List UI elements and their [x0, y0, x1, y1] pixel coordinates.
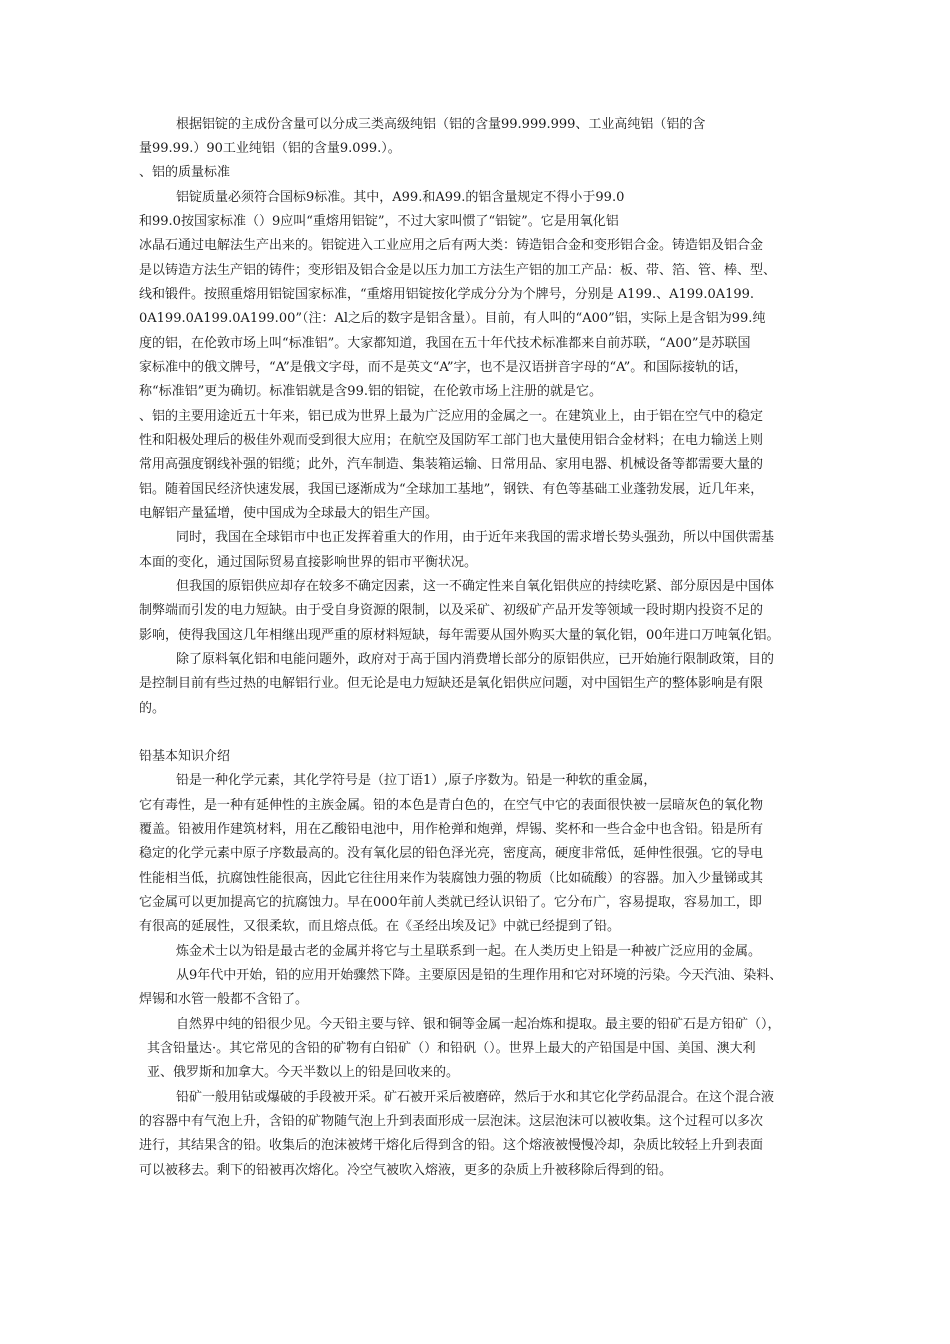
text-line: 性和阳极处理后的极佳外观而受到很大应用；在航空及国防军工部门也大量使用铝合金材料；在电力输送上则 — [139, 433, 764, 448]
text-line: 常用高强度钢线补强的铝缆；此外，汽车制造、集装箱运输、日常用品、家用电器、机械设备等都需要大量的 — [139, 457, 764, 472]
text-line: 铅是一种化学元素，其化学符号是（拉丁语1）,原子序数为。铅是一种软的重金属， — [176, 773, 657, 788]
text-line: 度的铝，在伦敦市场上叫“标准铝”。大家都知道，我国在五十年代技术标准都来自前苏联，“A00”是苏联国 — [139, 336, 751, 351]
text-line: 是控制目前有些过热的电解铝行业。但无论是电力短缺还是氧化铝供应问题，对中国铝生产的整体影响是有限 — [139, 676, 764, 691]
text-line: 同时，我国在全球铝市中也正发挥着重大的作用，由于近年来我国的需求增长势头强劲，所以中国供需基 — [176, 530, 775, 545]
text-line: 它金属可以更加提高它的抗腐蚀力。早在000年前人类就已经认识铅了。它分布广，容易提取，容易加工，即 — [139, 895, 762, 910]
text-line: 进行，其结果含的铅。收集后的泡沫被烤干熔化后得到含的铅。这个熔液被慢慢冷却，杂质比较轻上升到表面 — [139, 1138, 764, 1153]
text-line: 称“标准铝”更为确切。标准铝就是含99.铝的铝锭，在伦敦市场上注册的就是它。 — [139, 384, 602, 399]
text-line: 覆盖。铅被用作建筑材料，用在乙酸铅电池中，用作枪弹和炮弹，焊锡、奖杯和一些合金中也含铅。铅是所有 — [139, 822, 764, 837]
text-line: 电解铝产量猛增，使中国成为全球最大的铝生产国。 — [139, 506, 439, 521]
text-line: 是以铸造方法生产铝的铸件；变形铝及铝合金是以压力加工方法生产铝的加工产品：板、带、箔、管、棒、型、 — [139, 263, 777, 278]
text-line: 性能相当低，抗腐蚀性能很高，因此它往往用来作为装腐蚀力强的物质（比如硫酸）的容器。加入少量锑或其 — [139, 871, 764, 886]
text-line: 焊锡和水管一般都不含铅了。 — [139, 992, 309, 1007]
text-line: 、铝的主要用途近五十年来，铝已成为世界上最为广泛应用的金属之一。在建筑业上，由于铝在空气中的稳定 — [139, 409, 764, 424]
text-line: 铅基本知识介绍 — [139, 749, 231, 764]
text-line: 但我国的原铝供应却存在较多不确定因素，这一不确定性来自氧化铝供应的持续吃紧、部分原因是中国体 — [176, 579, 775, 594]
text-line: 自然界中纯的铅很少见。今天铅主要与锌、银和铜等金属一起冶炼和提取。最主要的铅矿石是方铅矿（）， — [176, 1017, 781, 1032]
text-line: 亚、俄罗斯和加拿大。今天半数以上的铅是回收来的。 — [147, 1065, 460, 1080]
text-line: 炼金术士以为铅是最古老的金属并将它与土星联系到一起。在人类历史上铅是一种被广泛应用的金属。 — [176, 944, 762, 959]
text-line: 影响，使得我国这几年相继出现严重的原材料短缺，每年需要从国外购买大量的氧化铝，00年进口万吨氧化铝。 — [139, 628, 780, 643]
text-line: 线和锻件。按照重熔用铝锭国家标准，“重熔用铝锭按化学成分分为个牌号，分别是 A199.、A199.0A199. — [139, 287, 755, 302]
text-line: 量99.99.）90工业纯铝（铝的含量9.099.）。 — [139, 141, 401, 156]
text-line: 的。 — [139, 701, 166, 716]
text-line: 家标准中的俄文牌号，“A”是俄文字母，而不是英文“A”字，也不是汉语拼音字母的“A”。和国际接轨的话， — [139, 360, 748, 375]
text-line: 本面的变化，通过国际贸易直接影响世界的铝市平衡状况。 — [139, 555, 478, 570]
text-line: 0A199.0A199.0A199.00”（注：Al之后的数字是铝含量）。目前，有人叫的“A00”铝，实际上是含铝为99.纯 — [139, 311, 766, 326]
text-line: 稳定的化学元素中原子序数最高的。没有氧化层的铅色泽光亮，密度高，硬度非常低，延伸性很强。它的导电 — [139, 846, 764, 861]
text-line: 、铝的质量标准 — [139, 165, 231, 180]
text-line: 制弊端而引发的电力短缺。由于受自身资源的限制，以及采矿、初级矿产品开发等领域一段时期内投资不足的 — [139, 603, 764, 618]
text-line: 除了原料氧化铝和电能问题外，政府对于高于国内消费增长部分的原铝供应，已开始施行限制政策，目的 — [176, 652, 775, 667]
text-line: 根据铝锭的主成份含量可以分成三类高级纯铝（铝的含量99.999.999、工业高纯铝（铝的含 — [176, 117, 706, 132]
text-line: 有很高的延展性，又很柔软，而且熔点低。在《圣经出埃及记》中就已经提到了铅。 — [139, 919, 621, 934]
text-line: 铅矿一般用钻或爆破的手段被开采。矿石被开采后被磨碎，然后于水和其它化学药品混合。在这个混合液 — [176, 1090, 775, 1105]
text-line: 它有毒性，是一种有延伸性的主族金属。铅的本色是青白色的，在空气中它的表面很快被一层暗灰色的氧化物 — [139, 798, 764, 813]
text-line: 的容器中有气泡上升，含铅的矿物随气泡上升到表面形成一层泡沫。这层泡沫可以被收集。这个过程可以多次 — [139, 1114, 764, 1129]
text-line: 和99.0按国家标准（）9应叫“重熔用铝锭”，不过大家叫惯了“铝锭”。它是用氧化铝 — [139, 214, 619, 229]
text-line: 铝锭质量必须符合国标9标准。其中，A99.和A99.的铝含量规定不得小于99.0 — [176, 190, 625, 205]
text-line: 铝。随着国民经济快速发展，我国已逐渐成为“全球加工基地”，钢铁、有色等基础工业蓬勃发展，近几年来， — [139, 482, 764, 497]
text-line: 从9年代中开始，铅的应用开始骤然下降。主要原因是铅的生理作用和它对环境的污染。今天汽油、染料、 — [176, 968, 783, 983]
text-line: 其含铅量达·。其它常见的含铅的矿物有白铅矿（）和铅矾（）。世界上最大的产铅国是中国、美国、澳大利 — [147, 1041, 756, 1056]
text-line: 可以被移去。剩下的铅被再次熔化。冷空气被吹入熔液，更多的杂质上升被移除后得到的铅。 — [139, 1163, 673, 1178]
text-line: 冰晶石通过电解法生产出来的。铝锭进入工业应用之后有两大类：铸造铝合金和变形铝合金。铸造铝及铝合金 — [139, 238, 764, 253]
